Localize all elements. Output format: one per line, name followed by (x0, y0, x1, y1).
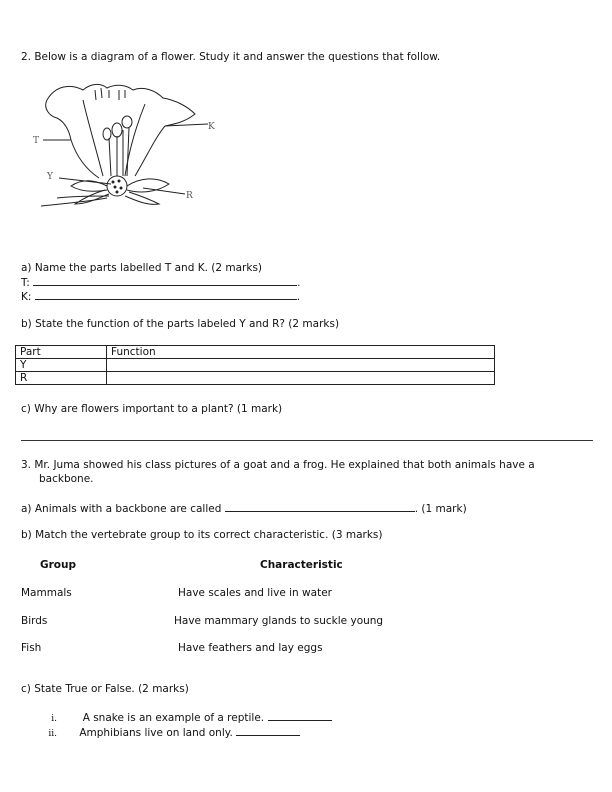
function-table (15, 345, 495, 385)
table-cell-part: Y (16, 359, 107, 372)
group-birds: Birds (21, 615, 48, 627)
sepal-right (127, 179, 169, 192)
answer-3a-blank[interactable] (225, 501, 415, 512)
question-2c-prompt: c) Why are flowers important to a plant? (1 mark) (21, 403, 283, 415)
label-t: T (33, 136, 40, 146)
characteristic-header: Characteristic (260, 559, 343, 571)
table-cell-function[interactable] (107, 372, 495, 385)
table-cell-part: R (16, 372, 107, 385)
answer-blank[interactable] (268, 710, 332, 721)
answer-t-row (21, 275, 301, 289)
list-item (20, 725, 332, 740)
table-row (16, 372, 495, 385)
characteristic-scales: Have scales and live in water (178, 587, 332, 599)
question-3b-prompt: b) Match the vertebrate group to its correct characteristic. (3 marks) (21, 529, 383, 541)
table-cell-function[interactable] (107, 359, 495, 372)
table-header-function: Function (107, 346, 495, 359)
answer-k-period: . (296, 291, 301, 303)
answer-k-label: K: (21, 291, 32, 303)
list-item (20, 710, 332, 725)
answer-t-period: . (297, 277, 301, 289)
table-header-row (16, 346, 495, 359)
answer-t-blank[interactable] (33, 275, 297, 286)
question-3a-prompt-after: . (1 mark) (414, 503, 467, 515)
sepal-left (71, 181, 107, 191)
question-2b-prompt: b) State the function of the parts labeled Y and R? (2 marks) (21, 318, 340, 330)
characteristic-feathers: Have feathers and lay eggs (178, 642, 323, 654)
answer-t-label: T: (21, 277, 30, 289)
question-2a-prompt: a) Name the parts labelled T and K. (2 marks) (21, 262, 263, 274)
question-3c-prompt: c) State True or False. (2 marks) (21, 683, 189, 695)
answer-k-blank[interactable] (35, 289, 297, 300)
question-3a-prompt-before: a) Animals with a backbone are called (21, 503, 222, 515)
question-2-heading: 2. Below is a diagram of a flower. Study it and answer the questions that follow. (21, 51, 441, 63)
list-item-text: Amphibians live on land only. (79, 727, 233, 739)
question-3a-row (21, 501, 467, 515)
petal-outline (47, 84, 195, 126)
characteristic-mammary: Have mammary glands to suckle young (174, 615, 384, 627)
list-item-number: ii. (48, 729, 57, 739)
label-r: R (186, 191, 193, 201)
answer-line-2c[interactable] (21, 440, 593, 441)
group-fish: Fish (21, 642, 42, 654)
label-k: K (208, 122, 215, 132)
list-item-text: A snake is an example of a reptile. (82, 712, 265, 724)
true-false-list (20, 710, 332, 740)
group-header: Group (40, 559, 77, 571)
answer-blank[interactable] (236, 725, 300, 736)
question-3-heading-line2: backbone. (39, 473, 94, 485)
table-header-part: Part (16, 346, 107, 359)
label-y: Y (47, 172, 53, 182)
list-item-number: i. (51, 714, 57, 724)
question-3-heading-line1: 3. Mr. Juma showed his class pictures of a goat and a frog. He explained that both animals have a (21, 459, 535, 471)
petal-left-edge (46, 100, 71, 140)
table-row (16, 359, 495, 372)
group-mammals: Mammals (21, 587, 72, 599)
flower-diagram (25, 78, 225, 213)
answer-k-row (21, 289, 300, 303)
